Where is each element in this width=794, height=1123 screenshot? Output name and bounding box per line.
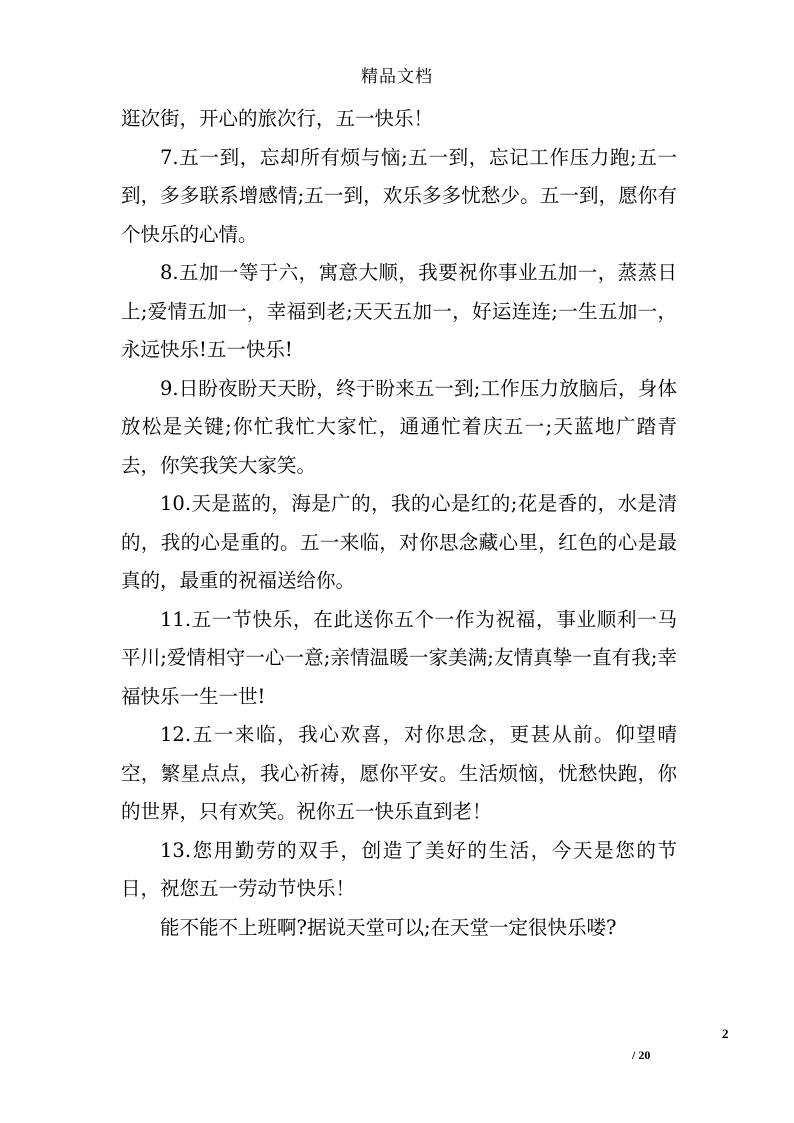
paragraph-item-12: 12.五一来临，我心欢喜，对你思念，更甚从前。仰望晴空，繁星点点，我心祈祷，愿你平安。生活烦恼，忧愁快跑，你的世界，只有欢笑。祝你五一快乐直到老！ [121,723,677,823]
paragraph-item-9: 9.日盼夜盼天天盼，终于盼来五一到;工作压力放脑后，身体放松是关键;你忙我忙大家忙，通通忙着庆五一;天蓝地广踏青去，你笑我笑大家笑。 [121,376,677,477]
document-body [121,100,677,947]
paragraph-continuation: 逛次街，开心的旅次行，五一快乐！ [121,107,434,130]
page-number: 2 [722,1026,729,1041]
paragraph-item-10: 10.天是蓝的，海是广的，我的心是红的;花是香的，水是清的，我的心是重的。五一来临，对你思念藏心里，红色的心是最真的，最重的祝福送给你。 [121,492,677,592]
paragraph-item-8: 8.五加一等于六，寓意大顺，我要祝你事业五加一，蒸蒸日上;爱情五加一，幸福到老;天天五加一，好运连连;一生五加一，永远快乐!五一快乐! [121,261,677,361]
paragraph-item-11: 11.五一节快乐，在此送你五个一作为祝福，事业顺利一马平川;爱情相守一心一意;亲情温暖一家美满;友情真挚一直有我;幸福快乐一生一世! [121,607,677,708]
page-total: / 20 [632,1048,651,1062]
paragraph-closing: 能不能不上班啊?据说天堂可以;在天堂一定很快乐喽? [160,915,617,939]
page-header: 精品文档 [361,67,433,87]
paragraph-item-13: 13.您用勤劳的双手，创造了美好的生活，今天是您的节日，祝您五一劳动节快乐！ [121,838,677,900]
paragraph-item-7: 7.五一到，忘却所有烦与恼;五一到，忘记工作压力跑;五一到，多多联系增感情;五一到，欢乐多多忧愁少。五一到，愿你有个快乐的心情。 [121,145,677,246]
